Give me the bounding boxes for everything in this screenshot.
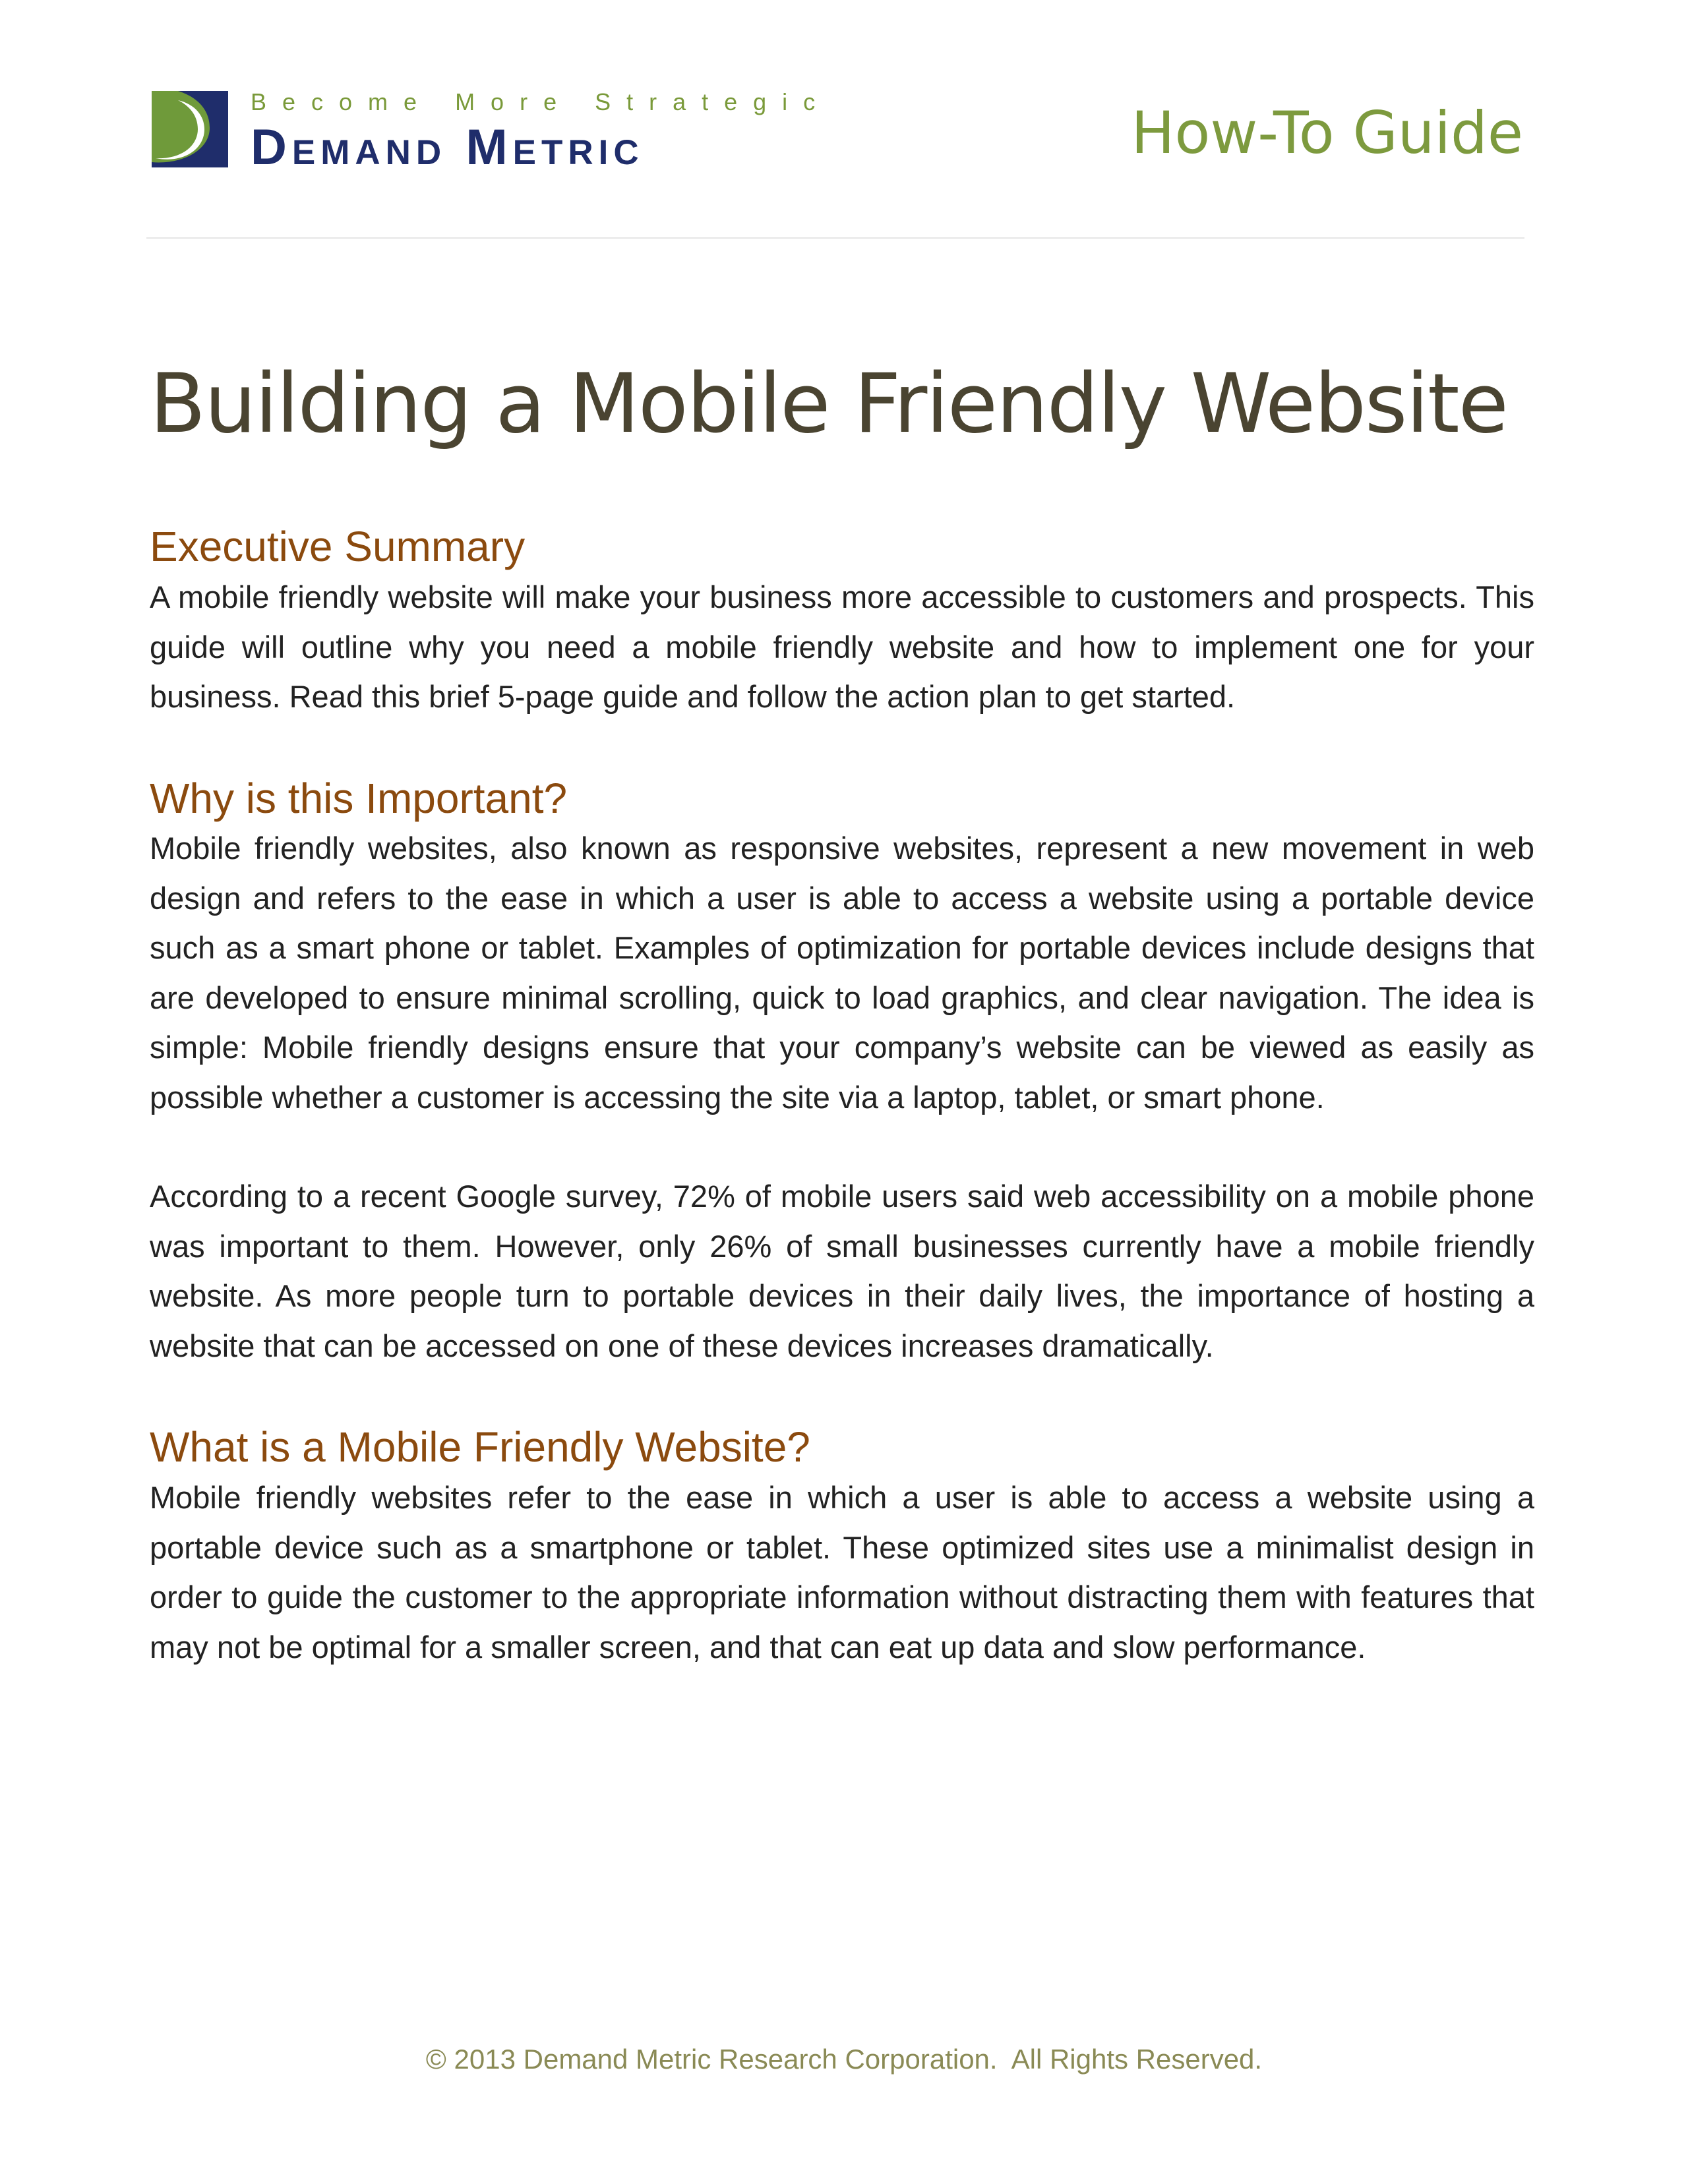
paragraph: According to a recent Google survey, 72% of mobile users said web accessibility on a mobile phone was important to them. However, only 26% of small businesses currently have a mobile friendly website. As more people turn to portable devices in their daily lives, the importance of hosting a website that can be accessed on one of these devices increases dramatically. <box>150 1179 1534 1363</box>
page-header <box>152 86 1523 185</box>
section-what-is-mobile-friendly <box>150 1422 1534 1672</box>
section-heading: Executive Summary <box>150 523 526 571</box>
section-why-important <box>150 773 1534 1371</box>
copyright-footer: © 2013 Demand Metric Research Corporation. All Rights Reserved. <box>425 2044 1263 2075</box>
paragraph: A mobile friendly website will make your business more accessible to customers and prospects. This guide will outline why you need a mobile friendly website and how to implement one for your business. Read this brief 5-page guide and follow the action plan to get started. <box>150 579 1534 715</box>
header-divider <box>146 237 1524 239</box>
brand-name: Demand Metric <box>251 119 644 175</box>
paragraph: Mobile friendly websites, also known as responsive websites, represent a new movement in web design and refers to the ease in which a user is able to access a website using a portable device such as a smart phone or tablet. Examples of optimization for portable devices include designs that are developed to ensure minimal scrolling, quick to load graphics, and clear navigation. The idea is simple: Mobile friendly designs ensure that your company’s website can be viewed as easily as possible whether a customer is accessing the site via a laptop, tablet, or smart phone. <box>150 831 1534 1115</box>
tagline: Become More Strategic <box>251 88 831 115</box>
section-heading: What is a Mobile Friendly Website? <box>150 1423 810 1471</box>
document-title: Building a Mobile Friendly Website <box>150 357 1507 452</box>
document-body <box>150 359 1534 1672</box>
demand-metric-logo-icon <box>152 91 228 167</box>
section-heading: Why is this Important? <box>150 774 568 822</box>
paragraph: Mobile friendly websites refer to the ease in which a user is able to access a website using a portable device such as a smartphone or tablet. These optimized sites use a minimalist design in order to guide the customer to the appropriate information without distracting them with features that may not be optimal for a smaller screen, and that can eat up data and slow performance. <box>150 1480 1534 1665</box>
guide-type-label: How-To Guide <box>1131 99 1523 167</box>
section-executive-summary <box>150 521 1534 721</box>
